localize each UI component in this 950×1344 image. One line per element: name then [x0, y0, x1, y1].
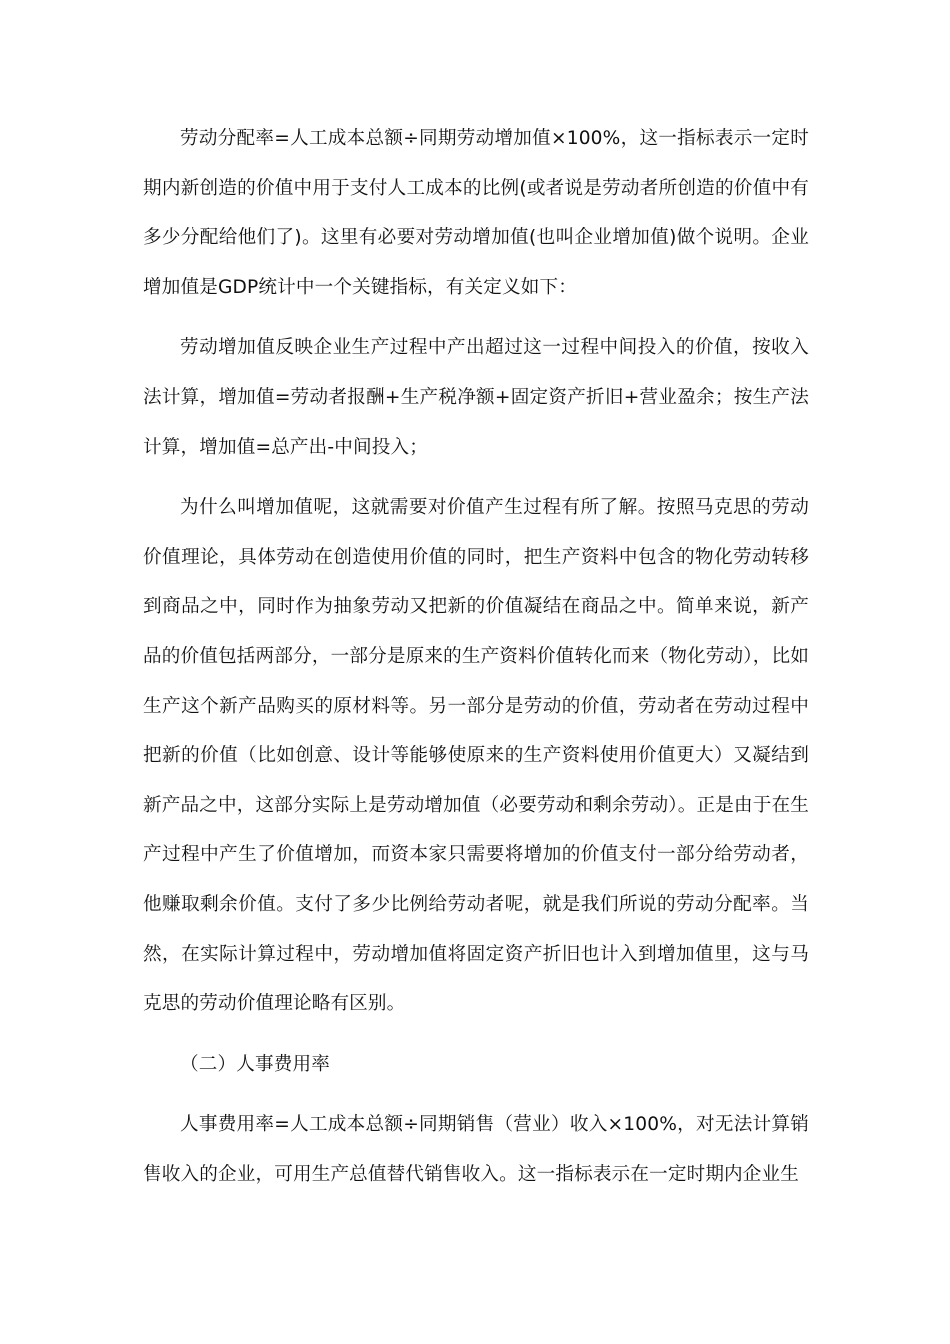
- section-heading-personnel-cost-rate: （二）人事费用率: [180, 1053, 330, 1075]
- paragraph-gap: [143, 1089, 809, 1100]
- paragraph-labor-distribution-rate: 劳动分配率=人工成本总额÷同期劳动增加值×100%，这一指标表示一定时期内新创造的价值中用于支付人工成本的比例(或者说是劳动者所创造的价值中有多少分配给他们了)。这里有必要对劳动增加值(也叫企业增加值)做个说明。企业增加值是GDP统计中一个关键指标，有关定义如下：: [143, 128, 809, 298]
- paragraph-gap: [143, 312, 809, 323]
- paragraph-gap: [143, 472, 809, 483]
- paragraph-gap: [143, 1029, 809, 1040]
- document-body: [143, 114, 809, 1199]
- paragraph-personnel-cost-rate: 人事费用率=人工成本总额÷同期销售（营业）收入×100%，对无法计算销售收入的企业，可用生产总值替代销售收入。这一指标表示在一定时期内企业生: [143, 1114, 809, 1185]
- paragraph-value-added-explanation: 为什么叫增加值呢，这就需要对价值产生过程有所了解。按照马克思的劳动价值理论，具体劳动在创造使用价值的同时，把生产资料中包含的物化劳动转移到商品之中，同时作为抽象劳动又把新的价值凝结在商品之中。简单来说，新产品的价值包括两部分，一部分是原来的生产资料价值转化而来（物化劳动），比如生产这个新产品购买的原材料等。另一部分是劳动的价值，劳动者在劳动过程中把新的价值（比如创意、设计等能够使原来的生产资料使用价值更大）又凝结到新产品之中，这部分实际上是劳动增加值（必要劳动和剩余劳动）。正是由于在生产过程中产生了价值增加，而资本家只需要将增加的价值支付一部分给劳动者，他赚取剩余价值。支付了多少比例给劳动者呢，就是我们所说的劳动分配率。当然，在实际计算过程中，劳动增加值将固定资产折旧也计入到增加值里，这与马克思的劳动价值理论略有区别。: [143, 497, 809, 1015]
- paragraph-labor-value-added: 劳动增加值反映企业生产过程中产出超过这一过程中间投入的价值，按收入法计算，增加值=劳动者报酬+生产税净额+固定资产折旧+营业盈余；按生产法计算，增加值=总产出-中间投入；: [143, 337, 809, 458]
